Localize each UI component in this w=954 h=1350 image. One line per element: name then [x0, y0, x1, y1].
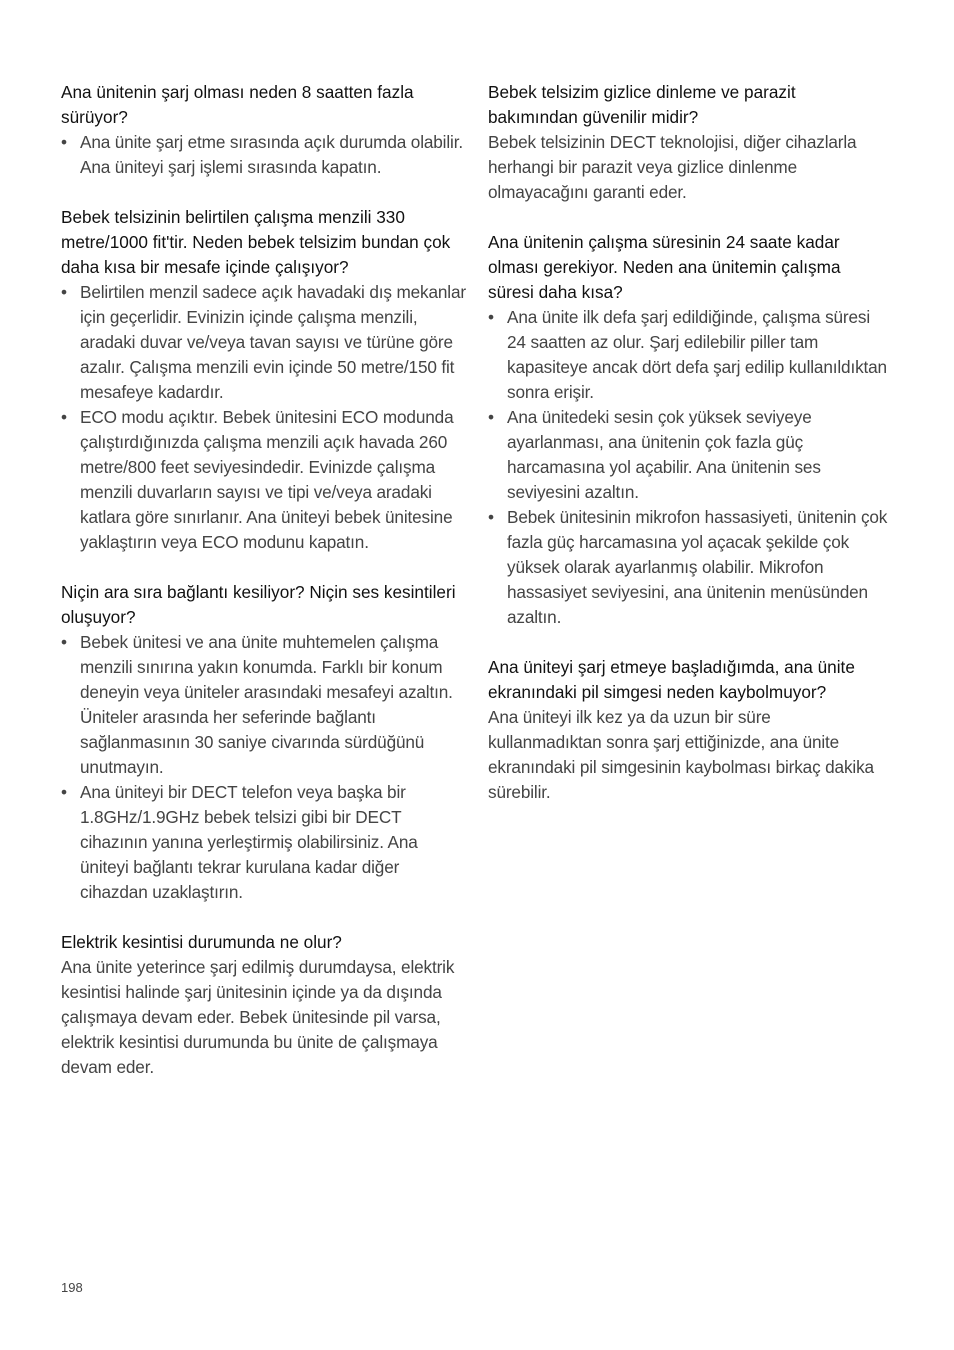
bullet-text: Ana ünite şarj etme sırasında açık durumda olabilir. Ana üniteyi şarj işlemi sırasında kapatın. — [80, 132, 463, 177]
bullet-item: • Ana ünite ilk defa şarj edildiğinde, çalışma süresi 24 saatten az olur. Şarj edilebilir piller tam kapasiteye ancak dört defa şarj edilip kullanıldıktan sonra erişir. — [488, 307, 887, 402]
bullet-item: • Ana üniteyi bir DECT telefon veya başka bir 1.8GHz/1.9GHz bebek telsizi gibi bir DECT cihazının yanına yerleştirmiş olabilirsiniz. Ana üniteyi bağlantı tekrar kurulana kadar diğer cihazdan uzaklaştırın. — [61, 782, 418, 902]
faq-section — [61, 580, 469, 905]
page-number: 198 — [61, 1280, 83, 1295]
bullet-list — [61, 280, 469, 555]
bullet-text: Bebek ünitesi ve ana ünite muhtemelen çalışma menzili sınırına yakın konumda. Farklı bir konum deneyin veya üniteler arasındaki mesafeyi azaltın. Üniteler arasında her seferinde bağlantı sağlanmasının 30 saniye civarında sürdüğünü unutmayın. — [80, 632, 453, 777]
faq-question: Bebek telsizinin belirtilen çalışma menzili 330 metre/1000 fit'tir. Neden bebek telsizim bundan çok daha kısa bir mesafe içinde çalışıyor? — [61, 207, 451, 277]
bullet-item: • Ana ünite şarj etme sırasında açık durumda olabilir. Ana üniteyi şarj işlemi sırasında kapatın. — [61, 132, 463, 177]
bullet-list — [61, 630, 469, 905]
bullet-text: Ana ünitedeki sesin çok yüksek seviyeye ayarlanması, ana ünitenin çok fazla güç harcamasına yol açabilir. Ana ünitenin ses seviyesini azaltın. — [507, 407, 821, 502]
bullet-item: • Belirtilen menzil sadece açık havadaki dış mekanlar için geçerlidir. Evinizin içinde çalışma menzili, aradaki duvar ve/veya tavan sayısı ve türüne göre azalır. Çalışma menzili evin içinde 50 metre/150 fit mesafeye kadardır. — [61, 282, 466, 402]
bullet-item: • Ana ünitedeki sesin çok yüksek seviyeye ayarlanması, ana ünitenin çok fazla güç harcamasına yol açabilir. Ana ünitenin ses seviyesini azaltın. — [488, 407, 821, 502]
bullet-item: • Bebek ünitesi ve ana ünite muhtemelen çalışma menzili sınırına yakın konumda. Farklı bir konum deneyin veya üniteler arasındaki mesafeyi azaltın. Üniteler arasında her seferinde bağlantı sağlanmasının 30 saniye civarında sürdüğünü unutmayın. — [61, 632, 453, 777]
bullet-item: • Bebek ünitesinin mikrofon hassasiyeti, ünitenin çok fazla güç harcamasına yol açacak şekilde çok yüksek olarak ayarlanmış olabilir. Mikrofon hassasiyet seviyesini, ana ünitenin menüsünden azaltın. — [488, 507, 888, 627]
bullet-text: Ana ünite ilk defa şarj edildiğinde, çalışma süresi 24 saatten az olur. Şarj edilebilir piller tam kapasiteye ancak dört defa şarj edilip kullanıldıktan sonra erişir. — [507, 307, 887, 402]
faq-section — [61, 80, 469, 180]
bullet-text: Ana üniteyi bir DECT telefon veya başka bir 1.8GHz/1.9GHz bebek telsizi gibi bir DECT cihazının yanına yerleştirmiş olabilirsiniz. Ana üniteyi bağlantı tekrar kurulana kadar diğer cihazdan uzaklaştırın. — [80, 782, 418, 902]
faq-question: Bebek telsizim gizlice dinleme ve parazit bakımından güvenilir midir? — [488, 82, 796, 127]
bullet-item: • ECO modu açıktır. Bebek ünitesini ECO modunda çalıştırdığınızda çalışma menzili açık havada 260 metre/800 feet seviyesindedir. Evinizde çalışma menzili duvarların sayısı ve tipi ve/veya aradaki katlara göre sınırlanır. Ana üniteyi bebek ünitesine yaklaştırın veya ECO modunu kapatın. — [61, 407, 454, 552]
faq-question: Ana üniteyi şarj etmeye başladığımda, ana ünite ekranındaki pil simgesi neden kaybolmuyor? — [488, 657, 855, 702]
faq-section — [488, 655, 888, 805]
bullet-text: Bebek ünitesinin mikrofon hassasiyeti, ünitenin çok fazla güç harcamasına yol açacak şekilde çok yüksek olarak ayarlanmış olabilir. Mikrofon hassasiyet seviyesini, ana ünitenin menüsünden azaltın. — [507, 507, 888, 627]
bullet-text: ECO modu açıktır. Bebek ünitesini ECO modunda çalıştırdığınızda çalışma menzili açık havada 260 metre/800 feet seviyesindedir. Evinizde çalışma menzili duvarların sayısı ve tipi ve/veya aradaki katlara göre sınırlanır. Ana üniteyi bebek ünitesine yaklaştırın veya ECO modunu kapatın. — [80, 407, 454, 552]
faq-answer: Bebek telsizinin DECT teknolojisi, diğer cihazlarla herhangi bir parazit veya gizlice dinlenme olmayacağını garanti eder. — [488, 132, 857, 202]
bullet-text: Belirtilen menzil sadece açık havadaki dış mekanlar için geçerlidir. Evinizin içinde çalışma menzili, aradaki duvar ve/veya tavan sayısı ve türüne göre azalır. Çalışma menzili evin içinde 50 metre/150 fit mesafeye kadardır. — [80, 282, 466, 402]
faq-question: Ana ünitenin çalışma süresinin 24 saate kadar olması gerekiyor. Neden ana ünitemin çalışma süresi daha kısa? — [488, 232, 841, 302]
faq-question: Ana ünitenin şarj olması neden 8 saatten fazla sürüyor? — [61, 82, 414, 127]
faq-answer: Ana üniteyi ilk kez ya da uzun bir süre kullanmadıktan sonra şarj ettiğinizde, ana ünite ekranındaki pil simgesinin kaybolması birkaç dakika sürebilir. — [488, 707, 874, 802]
faq-question: Niçin ara sıra bağlantı kesiliyor? Niçin ses kesintileri oluşuyor? — [61, 582, 456, 627]
faq-section — [488, 230, 888, 630]
right-column — [488, 80, 888, 830]
faq-section — [488, 80, 888, 205]
bullet-list — [61, 130, 469, 180]
bullet-list — [488, 305, 888, 630]
faq-question: Elektrik kesintisi durumunda ne olur? — [61, 932, 342, 952]
faq-section — [61, 205, 469, 555]
left-column — [61, 80, 469, 1105]
faq-section — [61, 930, 469, 1080]
faq-answer: Ana ünite yeterince şarj edilmiş durumdaysa, elektrik kesintisi halinde şarj ünitesinin içinde ya da dışında çalışmaya devam eder. Bebek ünitesinde pil varsa, elektrik kesintisi durumunda bu ünite de çalışmaya devam eder. — [61, 957, 455, 1077]
